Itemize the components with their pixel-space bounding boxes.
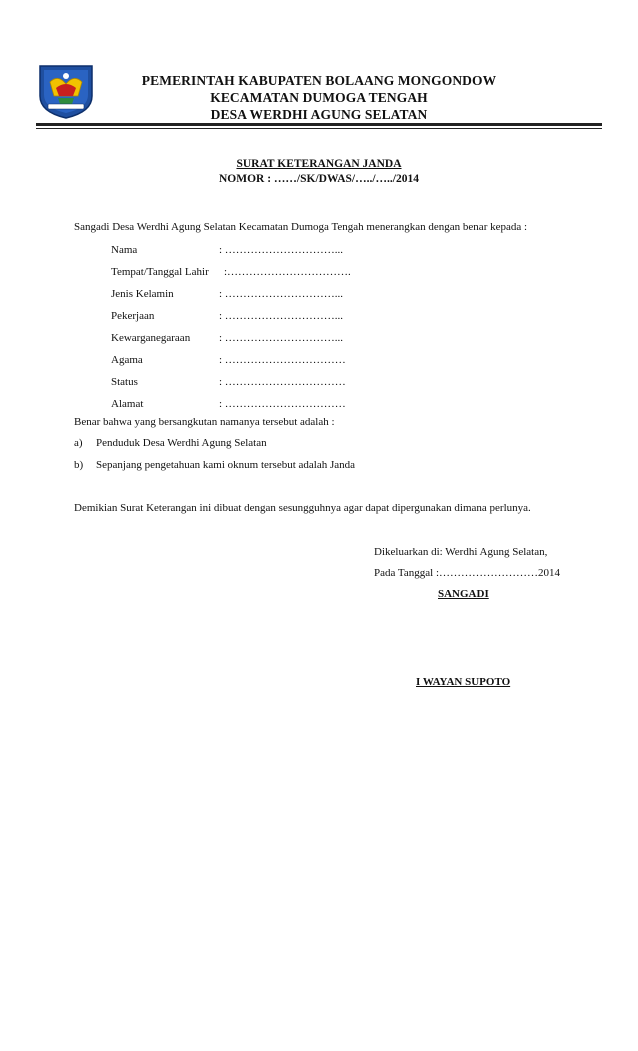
list-text: Penduduk Desa Werdhi Agung Selatan <box>96 437 267 449</box>
field-value: : …………………………… <box>219 376 346 388</box>
letterhead-divider-thick <box>36 123 602 126</box>
statement-text: Benar bahwa yang bersangkutan namanya tersebut adalah : <box>74 416 335 428</box>
field-value: : …………………………... <box>219 332 344 344</box>
field-kewarganegaraan <box>111 332 411 354</box>
letterhead-divider-thin <box>36 128 602 129</box>
field-label: Agama <box>111 354 143 366</box>
field-label: Tempat/Tanggal Lahir <box>111 266 209 278</box>
field-label: Jenis Kelamin <box>111 288 174 300</box>
letterhead-line-3: DESA WERDHI AGUNG SELATAN <box>210 107 428 122</box>
letterhead-line-1: PEMERINTAH KABUPATEN BOLAANG MONGONDOW <box>141 73 497 88</box>
field-value: : …………………………… <box>219 398 346 410</box>
field-value: :……………………………. <box>224 266 351 278</box>
field-value: : …………………………... <box>219 310 344 322</box>
intro-text: Sangadi Desa Werdhi Agung Selatan Kecamatan Dumoga Tengah menerangkan dengan benar kepada : <box>74 221 528 233</box>
field-value: : …………………………... <box>219 244 344 256</box>
list-marker: a) <box>74 437 83 449</box>
field-label: Kewarganegaraan <box>111 332 191 344</box>
field-label: Status <box>111 376 138 388</box>
field-label: Nama <box>111 244 138 256</box>
field-pekerjaan <box>111 310 411 332</box>
field-jenis-kelamin <box>111 288 411 310</box>
list-text: Sepanjang pengetahuan kami oknum tersebut adalah Janda <box>96 459 356 471</box>
list-item <box>74 459 355 471</box>
signatory-name: I WAYAN SUPOTO <box>416 676 511 688</box>
letterhead <box>0 72 638 123</box>
field-label: Pekerjaan <box>111 310 155 322</box>
identity-fields <box>111 244 411 420</box>
closing-text: Demikian Surat Keterangan ini dibuat dengan sesungguhnya agar dapat dipergunakan dimana perlunya. <box>74 502 531 514</box>
field-status <box>111 376 411 398</box>
letter-number: NOMOR : ……/SK/DWAS/…../…../2014 <box>219 173 419 185</box>
letter-heading: SURAT KETERANGAN JANDA <box>236 158 402 170</box>
field-value: : …………………………… <box>219 354 346 366</box>
list-marker: b) <box>74 459 84 471</box>
letter-title <box>0 157 638 187</box>
field-nama <box>111 244 411 266</box>
letterhead-line-2: KECAMATAN DUMOGA TENGAH <box>210 90 428 105</box>
field-label: Alamat <box>111 398 144 410</box>
list-item <box>74 437 267 449</box>
issued-at: Dikeluarkan di: Werdhi Agung Selatan, <box>374 546 548 558</box>
field-value: : …………………………... <box>219 288 344 300</box>
issue-date: Pada Tanggal :………………………2014 <box>374 567 561 579</box>
field-tempat-tanggal-lahir <box>111 266 411 288</box>
signatory-position: SANGADI <box>438 588 489 600</box>
field-agama <box>111 354 411 376</box>
